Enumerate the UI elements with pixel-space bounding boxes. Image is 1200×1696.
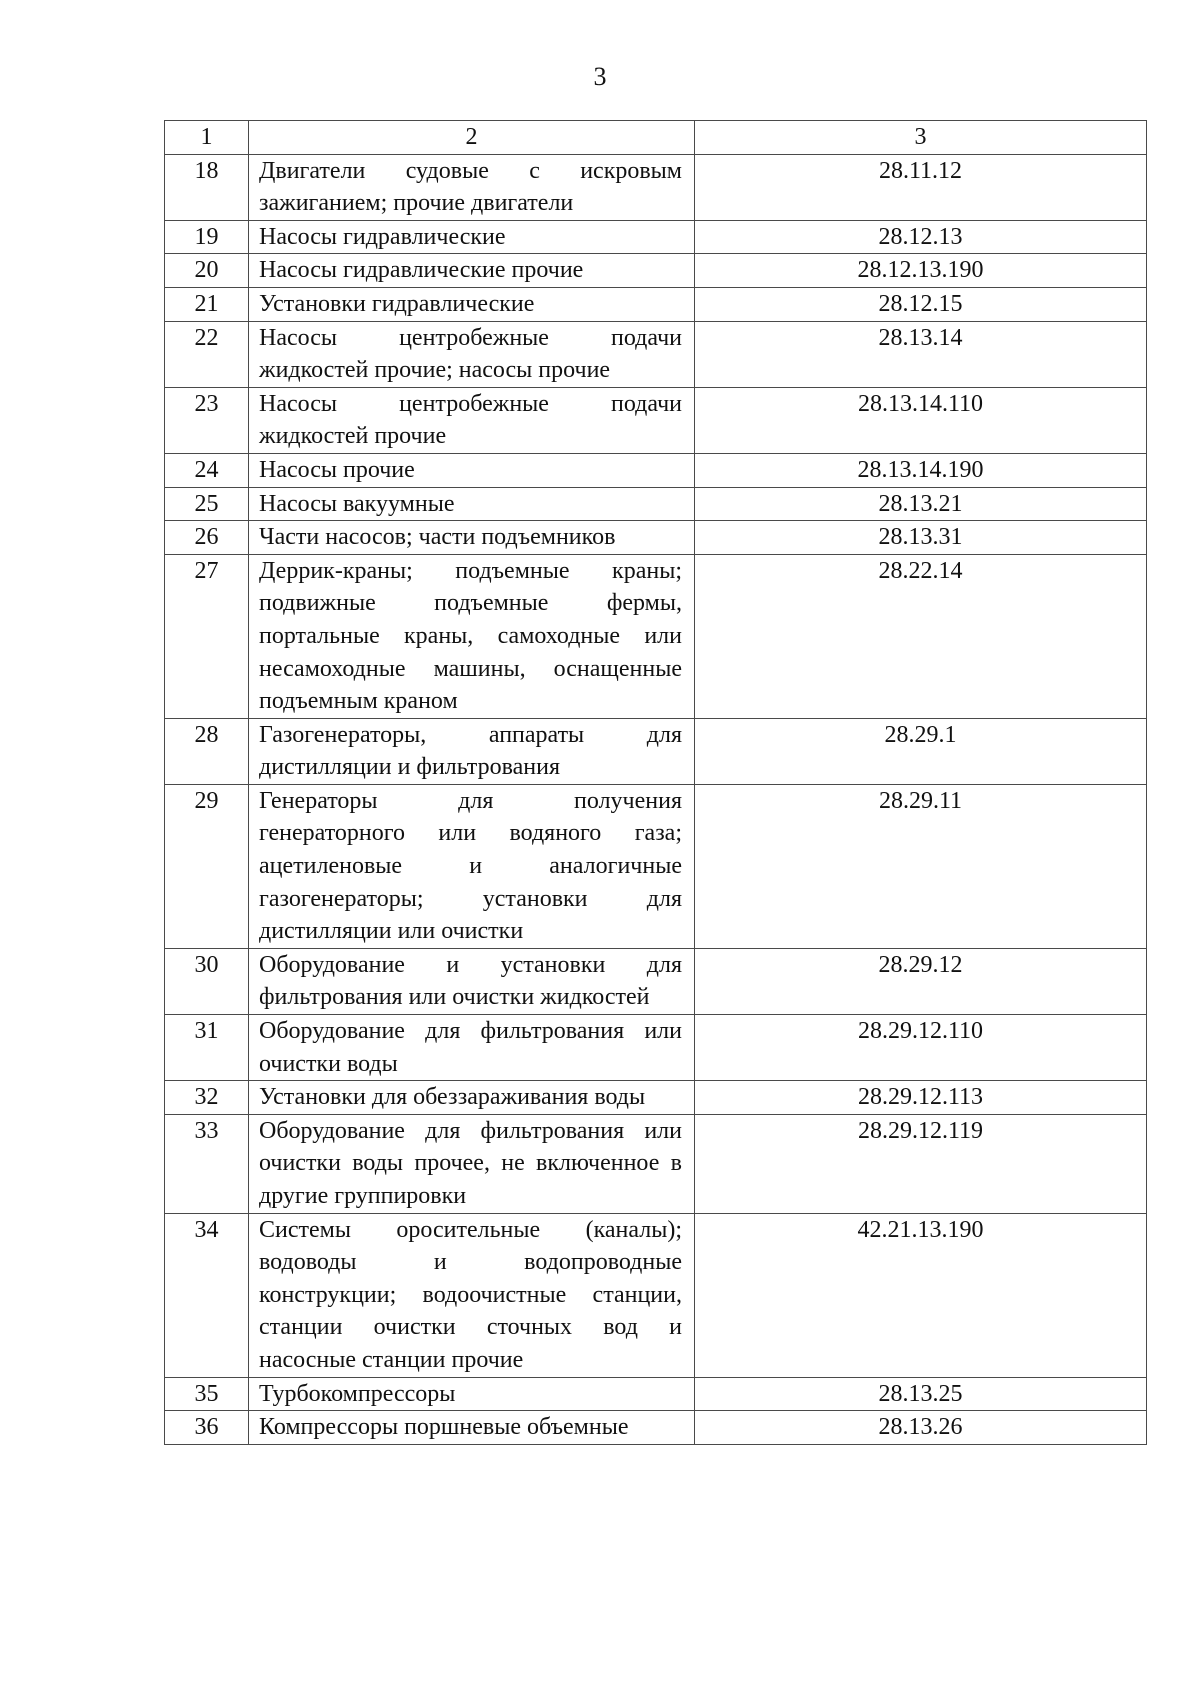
- table-row: [165, 220, 1147, 254]
- row-name: Насосы центробежные подачи жидкостей прочие; насосы прочие: [249, 321, 695, 387]
- table-row: [165, 1081, 1147, 1115]
- row-code: 28.13.26: [695, 1411, 1147, 1445]
- table-row: [165, 1015, 1147, 1081]
- row-name: Насосы гидравлические: [249, 220, 695, 254]
- row-name: Оборудование и установки для фильтрования или очистки жидкостей: [249, 948, 695, 1014]
- row-number: 18: [165, 154, 249, 220]
- table-row: [165, 387, 1147, 453]
- row-code: 28.29.12.119: [695, 1114, 1147, 1213]
- row-code: 28.13.14.190: [695, 453, 1147, 487]
- row-name: Установки для обеззараживания воды: [249, 1081, 695, 1115]
- table-row: [165, 1213, 1147, 1377]
- row-code: 28.13.25: [695, 1377, 1147, 1411]
- row-name: Деррик-краны; подъемные краны; подвижные подъемные фермы, портальные краны, самоходные или несамоходные машины, оснащенные подъемным краном: [249, 554, 695, 718]
- row-number: 35: [165, 1377, 249, 1411]
- row-code: 28.11.12: [695, 154, 1147, 220]
- row-number: 25: [165, 487, 249, 521]
- row-number: 28: [165, 718, 249, 784]
- table-row: [165, 718, 1147, 784]
- row-number: 21: [165, 287, 249, 321]
- table-row: [165, 321, 1147, 387]
- row-number: 34: [165, 1213, 249, 1377]
- page-number: 3: [593, 62, 607, 91]
- row-number: 30: [165, 948, 249, 1014]
- table-row: [165, 784, 1147, 948]
- table-row: [165, 487, 1147, 521]
- row-code: 28.13.14.110: [695, 387, 1147, 453]
- row-number: 27: [165, 554, 249, 718]
- row-name: Двигатели судовые с искровым зажиганием; прочие двигатели: [249, 154, 695, 220]
- row-name: Газогенераторы, аппараты для дистилляции и фильтрования: [249, 718, 695, 784]
- row-number: 29: [165, 784, 249, 948]
- row-name: Оборудование для фильтрования или очистки воды: [249, 1015, 695, 1081]
- row-number: 20: [165, 254, 249, 288]
- row-name: Генераторы для получения генераторного или водяного газа; ацетиленовые и аналогичные газогенераторы; установки для дистилляции или очистки: [249, 784, 695, 948]
- codes-table: [164, 120, 1147, 1445]
- row-code: 28.29.1: [695, 718, 1147, 784]
- row-code: 28.13.14: [695, 321, 1147, 387]
- row-name: Системы оросительные (каналы); водоводы и водопроводные конструкции; водоочистные станции, станции очистки сточных вод и насосные станции прочие: [249, 1213, 695, 1377]
- table-row: [165, 1114, 1147, 1213]
- header-col-1: 1: [165, 121, 249, 155]
- table-row: [165, 453, 1147, 487]
- row-name: Турбокомпрессоры: [249, 1377, 695, 1411]
- row-code: 28.29.12.113: [695, 1081, 1147, 1115]
- table-row: [165, 287, 1147, 321]
- row-code: 28.13.21: [695, 487, 1147, 521]
- table-row: [165, 254, 1147, 288]
- row-name: Части насосов; части подъемников: [249, 521, 695, 555]
- header-col-3: 3: [695, 121, 1147, 155]
- row-code: 28.12.13: [695, 220, 1147, 254]
- row-number: 19: [165, 220, 249, 254]
- row-name: Насосы вакуумные: [249, 487, 695, 521]
- row-code: 28.29.11: [695, 784, 1147, 948]
- table-row: [165, 948, 1147, 1014]
- row-name: Компрессоры поршневые объемные: [249, 1411, 695, 1445]
- row-number: 33: [165, 1114, 249, 1213]
- row-code: 42.21.13.190: [695, 1213, 1147, 1377]
- table-header-row: [165, 121, 1147, 155]
- header-col-2: 2: [249, 121, 695, 155]
- row-code: 28.29.12: [695, 948, 1147, 1014]
- row-number: 24: [165, 453, 249, 487]
- row-name: Установки гидравлические: [249, 287, 695, 321]
- row-code: 28.29.12.110: [695, 1015, 1147, 1081]
- row-number: 23: [165, 387, 249, 453]
- row-number: 31: [165, 1015, 249, 1081]
- row-name: Оборудование для фильтрования или очистки воды прочее, не включенное в другие группировки: [249, 1114, 695, 1213]
- row-number: 22: [165, 321, 249, 387]
- row-name: Насосы прочие: [249, 453, 695, 487]
- row-code: 28.22.14: [695, 554, 1147, 718]
- row-name: Насосы гидравлические прочие: [249, 254, 695, 288]
- table-row: [165, 554, 1147, 718]
- row-number: 36: [165, 1411, 249, 1445]
- row-number: 26: [165, 521, 249, 555]
- row-name: Насосы центробежные подачи жидкостей прочие: [249, 387, 695, 453]
- table-row: [165, 521, 1147, 555]
- table-row: [165, 1377, 1147, 1411]
- row-code: 28.12.13.190: [695, 254, 1147, 288]
- table-row: [165, 1411, 1147, 1445]
- row-number: 32: [165, 1081, 249, 1115]
- row-code: 28.13.31: [695, 521, 1147, 555]
- row-code: 28.12.15: [695, 287, 1147, 321]
- table-row: [165, 154, 1147, 220]
